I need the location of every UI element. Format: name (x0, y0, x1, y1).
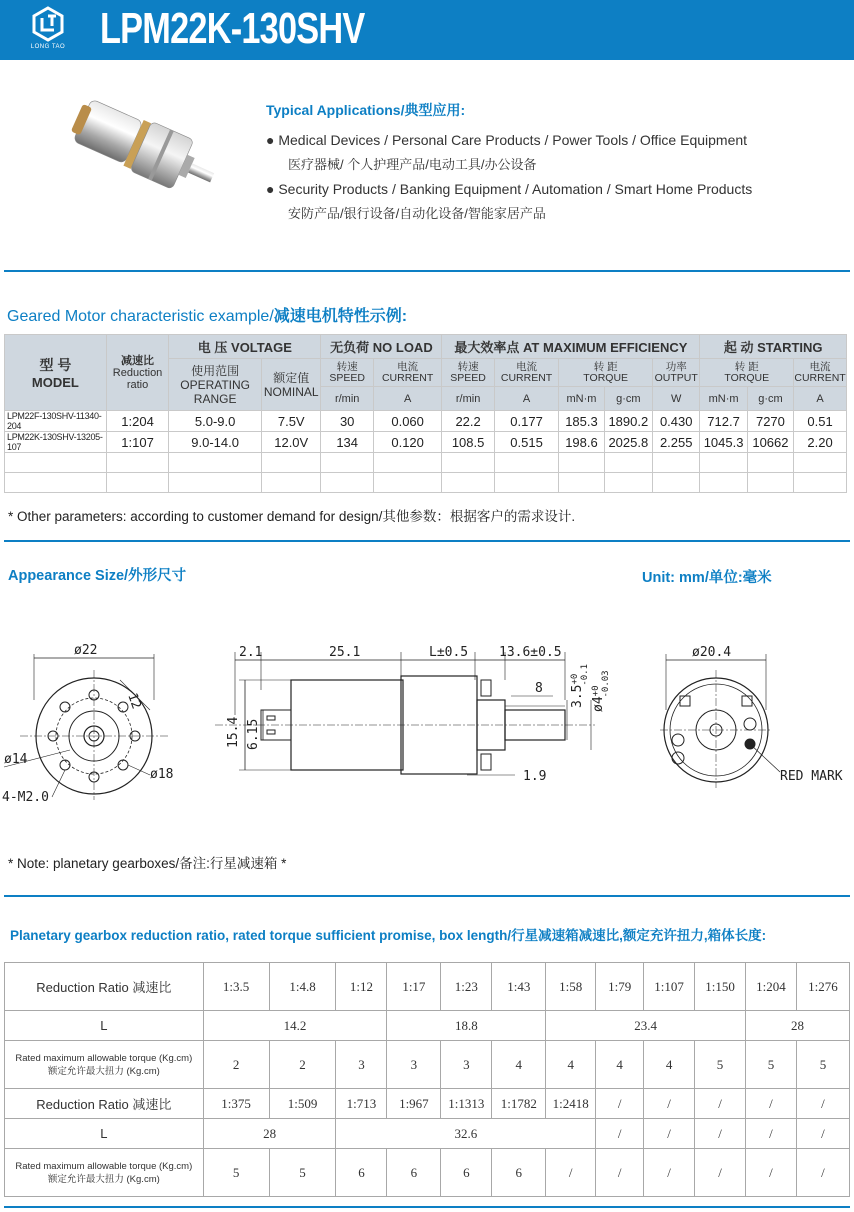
unit-st-gcm: g·cm (747, 387, 793, 411)
ratio-cell: 1:150 (695, 963, 746, 1011)
divider (4, 540, 850, 542)
torque-cell: 5 (796, 1041, 849, 1089)
header-ratio-cn: 减速比 (121, 354, 155, 367)
cell: 108.5 (442, 432, 494, 453)
product-title: LPM22K-130SHV (100, 4, 365, 53)
cell: 7270 (747, 411, 793, 432)
torque-cell: 6 (441, 1149, 492, 1197)
dim-2-1: 2.1 (239, 645, 263, 660)
unit-nl-current: A (373, 387, 442, 411)
length-row-2 (5, 1119, 850, 1149)
header-max-eff: 最大效率点 AT MAXIMUM EFFICIENCY (442, 335, 700, 359)
cell: 2.20 (794, 432, 847, 453)
ratio-cell: 1:204 (746, 963, 797, 1011)
ratio-cell: 1:509 (269, 1089, 336, 1119)
ratio-cell: / (796, 1089, 849, 1119)
ratio-cell: 1:967 (387, 1089, 441, 1119)
torque-cell: 4 (596, 1041, 644, 1089)
dim-l-tol: L±0.5 (429, 645, 469, 660)
label-torque-en: Rated maximum allowable torque (Kg.cm) (15, 1160, 193, 1172)
length-cell: 14.2 (203, 1011, 387, 1041)
nl-current-en: CURRENT (381, 371, 434, 384)
me-speed-cn: 转速 (457, 360, 479, 373)
logo-text: LONG TAO (30, 44, 66, 50)
dim-6-15: 6.15 (246, 718, 261, 750)
characteristic-title-cn: 减速电机特性示例: (273, 308, 408, 325)
length-cell: 28 (203, 1119, 336, 1149)
application-line-1: ● Medical Devices / Personal Care Products / Power Tools / Office Equipment (266, 132, 748, 148)
dim-d4: $ø4^{+0}-0.03$ (591, 670, 611, 712)
ratio-cell: 1:4.8 (269, 963, 336, 1011)
ratio-cell: 1:1782 (492, 1089, 546, 1119)
me-torque-en: TORQUE (583, 371, 629, 384)
ratio-cell: 1:375 (203, 1089, 269, 1119)
table-row (5, 432, 847, 453)
header-op-range (169, 359, 262, 411)
torque-cell: 5 (269, 1149, 336, 1197)
nominal-cn: 额定值 (273, 370, 310, 385)
gearbox-table (4, 962, 850, 1197)
cell: 0.177 (494, 411, 559, 432)
length-cell: 23.4 (546, 1011, 746, 1041)
nominal-en: NOMINAL (263, 384, 319, 399)
nl-current-cn: 电流 (397, 360, 419, 373)
ratio-cell: / (596, 1089, 644, 1119)
company-logo (16, 6, 80, 56)
cell: 2025.8 (604, 432, 652, 453)
torque-cell: / (644, 1149, 695, 1197)
dim-15-4: 15.4 (226, 716, 241, 748)
characteristic-title (7, 303, 407, 326)
ratio-cell: 1:2418 (546, 1089, 596, 1119)
side-view-drawing (205, 640, 625, 790)
cell: 1890.2 (604, 411, 652, 432)
cell: 0.060 (373, 411, 442, 432)
unit-me-gcm: g·cm (604, 387, 652, 411)
cell: 185.3 (559, 411, 604, 432)
unit-me-w: W (653, 387, 700, 411)
torque-cell: / (546, 1149, 596, 1197)
gearbox-title: Planetary gearbox reduction ratio, rated torque sufficient promise, box length/行星减速箱减速比,额定充许扭力,箱体长度: (10, 928, 767, 943)
torque-cell: 5 (695, 1041, 746, 1089)
unit-label: Unit: mm/单位:毫米 (642, 570, 772, 586)
torque-cell: 4 (546, 1041, 596, 1089)
length-row-1 (5, 1011, 850, 1041)
table-row-empty (5, 473, 847, 493)
dim-d18: ø18 (150, 767, 174, 782)
header-me-output (653, 359, 700, 387)
me-output-cn: 功率 (665, 360, 687, 373)
nl-speed-cn: 转速 (336, 360, 358, 373)
torque-cell: 6 (336, 1149, 387, 1197)
header-nl-current (373, 359, 442, 387)
dim-12: 12 (124, 691, 144, 712)
ratio-cell: 1:1313 (441, 1089, 492, 1119)
torque-cell: 6 (387, 1149, 441, 1197)
me-output-en: OUTPUT (654, 371, 698, 384)
torque-cell: / (695, 1149, 746, 1197)
header-model-en: MODEL (31, 375, 79, 390)
ratio-cell: 1:107 (644, 963, 695, 1011)
dim-25-1: 25.1 (329, 645, 361, 660)
header-nominal (262, 359, 321, 411)
label-l: L (5, 1119, 204, 1149)
torque-cell: 4 (644, 1041, 695, 1089)
dim-d22: ø22 (74, 643, 98, 658)
torque-cell: 5 (203, 1149, 269, 1197)
length-cell: / (695, 1119, 746, 1149)
ratio-cell: 1:23 (441, 963, 492, 1011)
length-cell: / (596, 1119, 644, 1149)
characteristic-title-en: Geared Motor characteristic example/ (7, 308, 274, 325)
length-cell: 18.8 (387, 1011, 546, 1041)
other-parameters-note: * Other parameters: according to customer demand for design/其他参数：根据客户的需求设计. (8, 509, 576, 524)
motor-photo (56, 92, 216, 222)
length-cell: / (644, 1119, 695, 1149)
appearance-title: Appearance Size/外形尺寸 (8, 568, 187, 584)
header-starting: 起 动 STARTING (700, 335, 847, 359)
cell: 1:204 (106, 411, 168, 432)
torque-cell: / (796, 1149, 849, 1197)
header-no-load: 无负荷 NO LOAD (321, 335, 442, 359)
cell-model: LPM22F-130SHV-11340-204 (5, 411, 107, 432)
cell: 12.0V (262, 432, 321, 453)
cell: 198.6 (559, 432, 604, 453)
dim-13-6: 13.6±0.5 (499, 645, 562, 660)
ratio-cell: 1:79 (596, 963, 644, 1011)
unit-me-current: A (494, 387, 559, 411)
header-st-torque (700, 359, 794, 387)
label-torque-en: Rated maximum allowable torque (Kg.cm) (15, 1052, 193, 1064)
header-bar (0, 0, 854, 60)
dim-d14: ø14 (4, 752, 28, 767)
header-ratio (106, 335, 168, 411)
length-cell: 28 (746, 1011, 850, 1041)
typical-applications (266, 100, 752, 226)
header-me-torque (559, 359, 653, 387)
table-row-empty (5, 453, 847, 473)
dim-m2: 4-M2.0 (2, 790, 49, 805)
st-torque-en: TORQUE (724, 371, 770, 384)
header-model-cn: 型 号 (39, 357, 72, 373)
cell: 5.0-9.0 (169, 411, 262, 432)
dim-1-9: 1.9 (523, 769, 547, 784)
applications-title: Typical Applications/典型应用: (266, 102, 466, 118)
label-torque-cn: 额定允许最大扭力 (Kg.cm) (47, 1065, 160, 1077)
header-st-current (794, 359, 847, 387)
ratio-cell: 1:12 (336, 963, 387, 1011)
me-current-en: CURRENT (500, 371, 553, 384)
header-me-speed (442, 359, 494, 387)
ratio-cell: / (746, 1089, 797, 1119)
cell: 7.5V (262, 411, 321, 432)
torque-cell: 2 (203, 1041, 269, 1089)
st-current-cn: 电流 (809, 360, 831, 373)
cell: 2.255 (653, 432, 700, 453)
torque-row-1 (5, 1041, 850, 1089)
characteristic-table (4, 334, 847, 493)
torque-cell: / (746, 1149, 797, 1197)
cell: 1:107 (106, 432, 168, 453)
cell: 0.120 (373, 432, 442, 453)
cell: 134 (321, 432, 373, 453)
length-cell: 32.6 (336, 1119, 596, 1149)
cell: 0.515 (494, 432, 559, 453)
op-range-en: OPERATING RANGE (180, 377, 251, 406)
unit-me-speed: r/min (442, 387, 494, 411)
ratio-cell: 1:58 (546, 963, 596, 1011)
me-torque-cn: 转 距 (593, 360, 618, 373)
ratio-cell: 1:3.5 (203, 963, 269, 1011)
torque-cell: 3 (336, 1041, 387, 1089)
header-nl-speed (321, 359, 373, 387)
cell: 9.0-14.0 (169, 432, 262, 453)
header-ratio-en: Reduction ratio (112, 366, 163, 391)
cell: 10662 (747, 432, 793, 453)
torque-row-2 (5, 1149, 850, 1197)
cell: 30 (321, 411, 373, 432)
ratio-cell: 1:43 (492, 963, 546, 1011)
dim-d20-4: ø20.4 (692, 645, 732, 660)
header-voltage: 电 压 VOLTAGE (169, 335, 321, 359)
ratio-cell: / (644, 1089, 695, 1119)
me-current-cn: 电流 (516, 360, 538, 373)
divider (4, 270, 850, 272)
cell: 712.7 (700, 411, 747, 432)
rear-view-drawing (640, 640, 854, 790)
op-range-cn: 使用范围 (191, 363, 240, 378)
torque-cell: 6 (492, 1149, 546, 1197)
ratio-cell: / (695, 1089, 746, 1119)
nl-speed-en: SPEED (329, 371, 365, 384)
torque-cell: 3 (387, 1041, 441, 1089)
st-torque-cn: 转 距 (734, 360, 759, 373)
divider (4, 1206, 850, 1208)
dim-3-5: $3.5^{+0}-0.1$ (570, 663, 590, 708)
torque-cell: 3 (441, 1041, 492, 1089)
torque-cell: 4 (492, 1041, 546, 1089)
unit-nl-speed: r/min (321, 387, 373, 411)
label-torque (5, 1041, 204, 1089)
front-view-drawing (0, 640, 200, 805)
length-cell: / (796, 1119, 849, 1149)
label-l: L (5, 1011, 204, 1041)
cell: 0.51 (794, 411, 847, 432)
cell: 0.430 (653, 411, 700, 432)
divider (4, 895, 850, 897)
red-mark-label: RED MARK (780, 769, 843, 784)
unit-me-mnm: mN·m (559, 387, 604, 411)
label-torque (5, 1149, 204, 1197)
table-row (5, 411, 847, 432)
me-speed-en: SPEED (450, 371, 486, 384)
torque-cell: / (596, 1149, 644, 1197)
ratio-cell: 1:17 (387, 963, 441, 1011)
cell-model: LPM22K-130SHV-13205-107 (5, 432, 107, 453)
ratio-cell: 1:713 (336, 1089, 387, 1119)
label-ratio: Reduction Ratio 减速比 (5, 1089, 204, 1119)
unit-st-mnm: mN·m (700, 387, 747, 411)
ratio-cell: 1:276 (796, 963, 849, 1011)
label-torque-cn: 额定允许最大扭力 (Kg.cm) (47, 1173, 160, 1185)
st-current-en: CURRENT (794, 371, 846, 384)
label-ratio: Reduction Ratio 减速比 (5, 963, 204, 1011)
header-model (5, 335, 107, 411)
logo-icon (30, 6, 66, 42)
cell: 22.2 (442, 411, 494, 432)
application-line-3: ● Security Products / Banking Equipment / Automation / Smart Home Products (266, 181, 753, 197)
dim-8: 8 (535, 681, 543, 696)
planetary-note: * Note: planetary gearboxes/备注:行星减速箱 * (8, 856, 287, 871)
torque-cell: 5 (746, 1041, 797, 1089)
application-line-2: 医疗器械/ 个人护理产品/电动工具/办公设备 (288, 156, 537, 172)
torque-cell: 2 (269, 1041, 336, 1089)
unit-st-a: A (794, 387, 847, 411)
cell: 1045.3 (700, 432, 747, 453)
header-me-current (494, 359, 559, 387)
length-cell: / (746, 1119, 797, 1149)
application-line-4: 安防产品/银行设备/自动化设备/智能家居产品 (288, 205, 546, 221)
ratio-row-2 (5, 1089, 850, 1119)
ratio-row-1 (5, 963, 850, 1011)
